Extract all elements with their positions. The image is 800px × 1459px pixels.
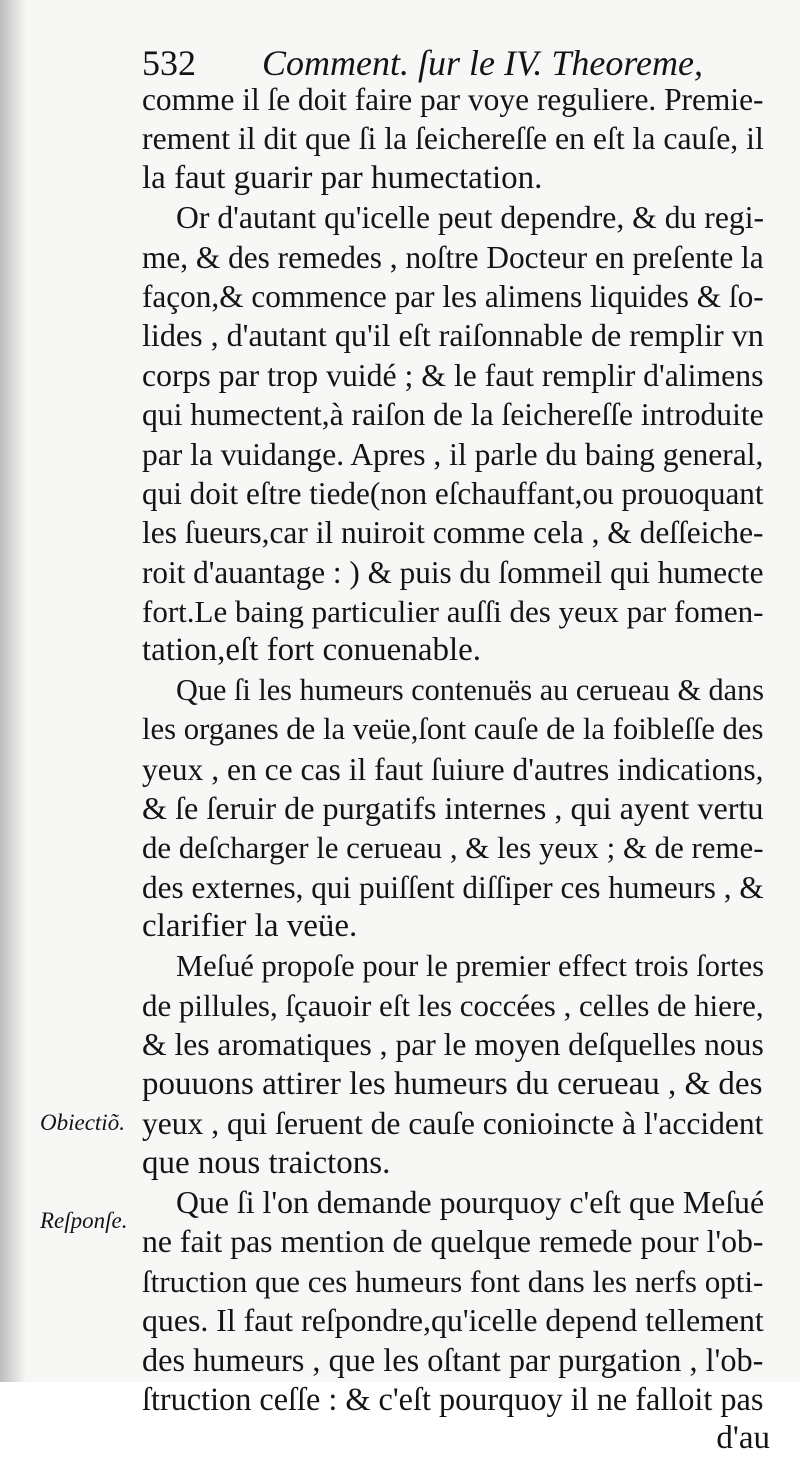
text-line: Or d'autant qu'icelle peut dependre, & du regi-	[176, 200, 765, 236]
text-line: de pillules, ſçauoir eſt les coccées , celles de hiere,	[142, 987, 764, 1023]
paragraph	[142, 198, 770, 671]
text-line: pouuons attirer les humeurs du cerueau , & des	[142, 1065, 763, 1102]
running-title: Comment. ſur le IV. Theoreme,	[262, 43, 703, 83]
text-line: yeux , en ce cas il faut ſuiure d'autres indications,	[142, 751, 764, 787]
paragraph	[142, 947, 770, 1183]
paragraph	[142, 1183, 770, 1419]
text-line: clarifier la veüe.	[142, 908, 358, 945]
text-line: & les aromatiques , par le moyen deſquelles nous	[142, 1027, 764, 1063]
text-line: rement il dit que ſi la ſeichereſſe en eſt la cauſe, il	[142, 121, 764, 157]
text-line: corps par trop vuidé ; & le faut remplir d'alimens	[142, 357, 764, 393]
text-line: qui humectent,à raiſon de la ſeichereſſe introduite	[142, 397, 764, 433]
text-line: des externes, qui puiſſent diſſiper ces humeurs , &	[142, 869, 764, 905]
text-line: qui doit eſtre tiede(non eſchauffant,ou prouoquant	[142, 475, 764, 511]
text-line: les ſueurs,car il nuiroit comme cela , & deſſeiche-	[142, 515, 764, 551]
text-line: par la vuidange. Apres , il parle du baing general,	[142, 436, 764, 472]
text-line: la faut guarir par humectation.	[142, 159, 543, 196]
text-line: & ſe ſeruir de purgatifs internes , qui ayent vertu	[142, 790, 764, 827]
margin-note-response: Reſponſe.	[40, 1208, 128, 1233]
text-line: de deſcharger le cerueau , & les yeux ; & de reme-	[142, 830, 764, 866]
text-line: ſtruction que ces humeurs font dans les nerfs opti-	[142, 1263, 764, 1299]
margin-notes	[0, 0, 140, 1382]
page-number: 532	[142, 43, 196, 83]
text-line: les organes de la veüe,ſont cauſe de la foibleſſe des	[142, 712, 764, 747]
paragraph	[142, 80, 770, 198]
text-body	[142, 80, 770, 1459]
catchword: d'au	[716, 1420, 770, 1457]
text-line: que nous traictons.	[142, 1144, 391, 1181]
text-line: façon,& commence par les alimens liquides & ſo-	[142, 278, 764, 314]
text-line: me, & des remedes , noſtre Docteur en preſente la	[142, 239, 764, 275]
text-line: Que ſi l'on demande pourquoy c'eſt que Meſué	[176, 1184, 765, 1220]
text-line: comme il ſe doit faire par voye reguliere. Premie-	[142, 82, 764, 117]
text-line: yeux , qui ſeruent de cauſe conioincte à l'accident	[142, 1106, 764, 1142]
text-line: fort.Le baing particulier auſſi des yeux par fomen-	[142, 594, 764, 630]
margin-note-objection: Obiectiõ.	[40, 1110, 125, 1135]
text-line: des humeurs , que les oſtant par purgation , l'ob-	[142, 1341, 764, 1378]
text-line: ne fait pas mention de quelque remede pour l'ob-	[142, 1224, 764, 1260]
text-line: ques. Il faut reſpondre,qu'icelle depend tellement	[142, 1303, 764, 1339]
text-line: Que ſi les humeurs contenuës au cerueau & dans	[176, 672, 764, 707]
text-line: tation,eſt fort conuenable.	[142, 632, 482, 669]
text-line: ſtruction ceſſe : & c'eſt pourquoy il ne falloit pas	[142, 1380, 764, 1417]
text-line: lides , d'autant qu'il eſt raiſonnable de remplir vn	[142, 317, 764, 354]
text-line: Meſué propoſe pour le premier effect trois ſortes	[176, 948, 765, 983]
paragraph	[142, 671, 770, 947]
text-line: roit d'auantage : ) & puis du ſommeil qui humecte	[142, 554, 764, 590]
